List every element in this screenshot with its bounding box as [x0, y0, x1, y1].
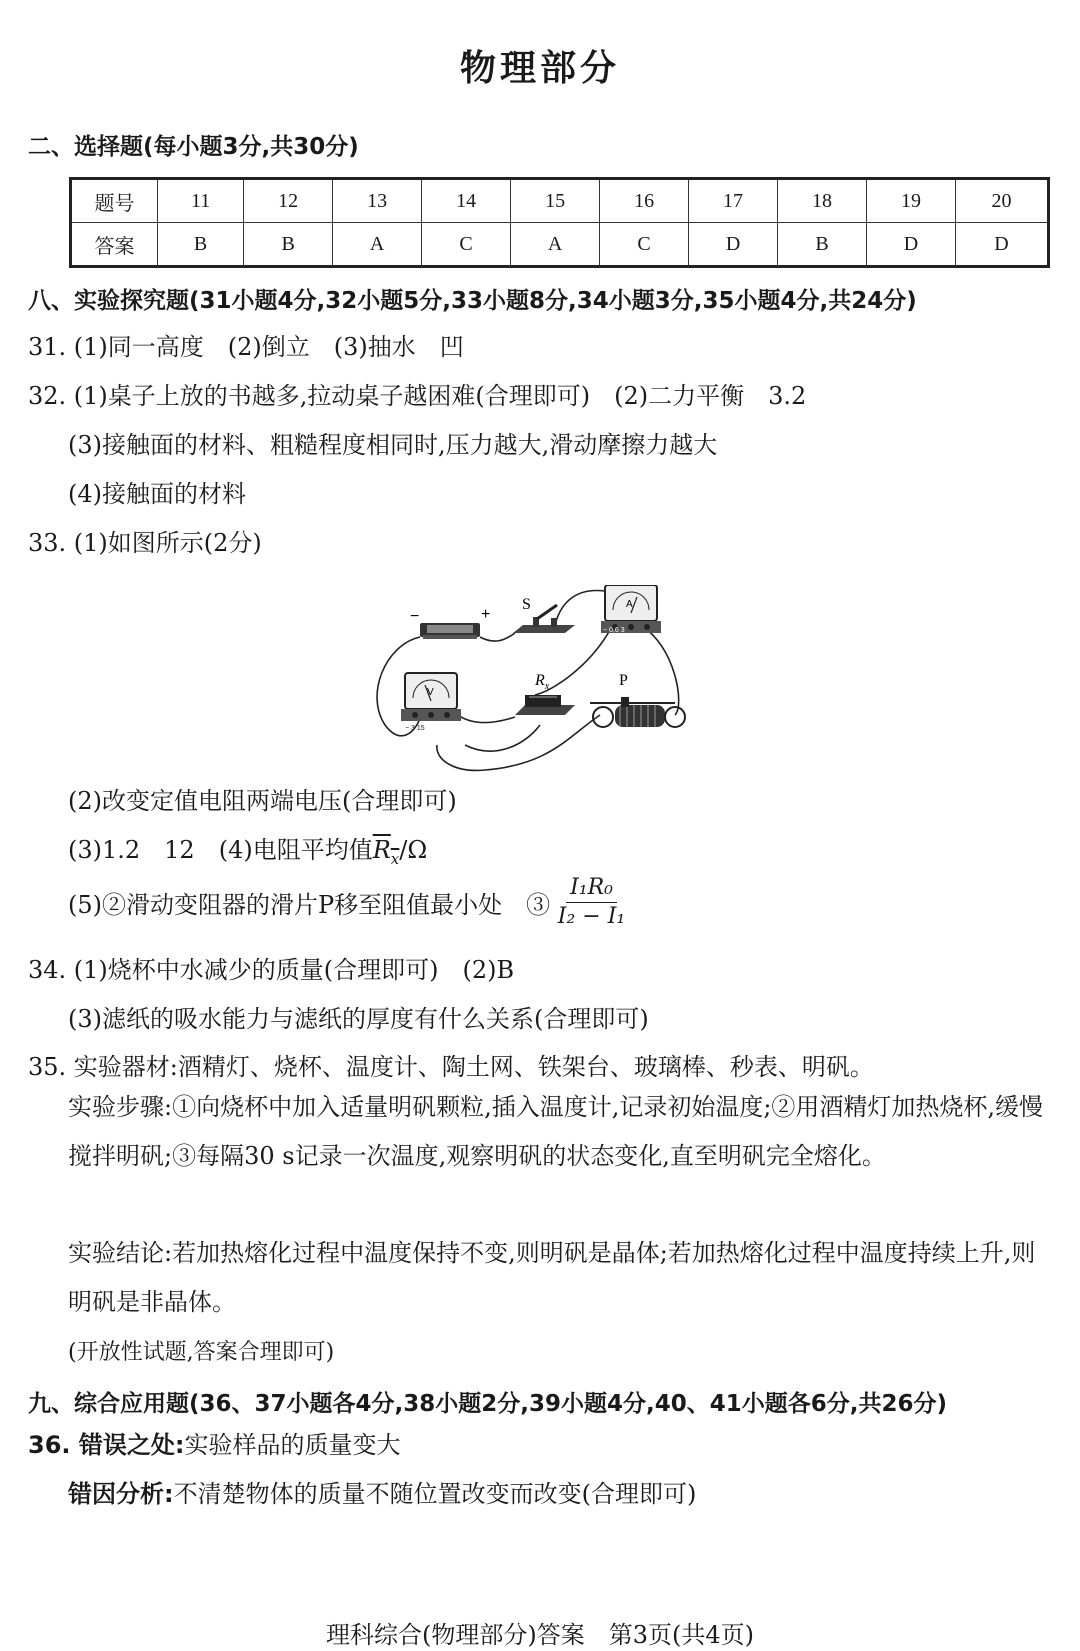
answer-36-error-text: 实验样品的质量变大 — [184, 1431, 401, 1459]
answer-36-error — [28, 1425, 400, 1460]
answer-36-cause-text: 不清楚物体的质量不随位置改变而改变(合理即可) — [173, 1480, 697, 1508]
battery-positive-label: + — [481, 606, 491, 623]
table-cell: B — [158, 223, 244, 267]
voltmeter-terminals: − 3 15 — [405, 725, 425, 732]
row-header-answer: 答案 — [71, 223, 158, 267]
voltmeter-symbol: V — [427, 687, 434, 698]
battery-negative-label: − — [410, 608, 420, 625]
answer-34-part3: (3)滤纸的吸水能力与滤纸的厚度有什么关系(合理即可) — [68, 1005, 649, 1033]
answer-33-part5 — [68, 874, 625, 931]
answer-36-cause-label: 错因分析: — [68, 1480, 174, 1508]
avg-resistance-symbol: $R_x$ — [372, 836, 400, 868]
answer-33-part3-prefix: (3)1.2 12 (4)电阻平均值 — [68, 836, 373, 864]
formula-numerator: I₁R₀ — [566, 874, 617, 903]
table-cell: D — [956, 223, 1049, 267]
table-cell: C — [600, 223, 689, 267]
answer-33-part2: (2)改变定值电阻两端电压(合理即可) — [68, 787, 457, 815]
resistor-icon — [515, 695, 575, 715]
ammeter-symbol: A — [626, 599, 633, 610]
table-cell: 16 — [600, 179, 689, 223]
formula-fraction — [558, 874, 625, 931]
answer-36-error-label: 36. 错误之处: — [28, 1431, 185, 1459]
section-2-heading: 二、选择题(每小题3分,共30分) — [28, 134, 359, 160]
answer-35-equipment: 35. 实验器材:酒精灯、烧杯、温度计、陶土网、铁架台、玻璃棒、秒表、明矾。 — [28, 1053, 874, 1081]
battery-icon — [420, 623, 480, 639]
answer-32-part1: 32. (1)桌子上放的书越多,拉动桌子越困难(合理即可) (2)二力平衡 3.2 — [28, 382, 807, 410]
answer-31: 31. (1)同一高度 (2)倒立 (3)抽水 凹 — [28, 333, 464, 361]
resistor-label: $R_x$ — [535, 672, 550, 692]
table-cell: B — [778, 223, 867, 267]
table-cell: A — [511, 223, 600, 267]
answer-34-part1: 34. (1)烧杯中水减少的质量(合理即可) (2)B — [28, 956, 515, 984]
table-cell: C — [422, 223, 511, 267]
rheostat-icon — [590, 697, 685, 727]
table-cell: 15 — [511, 179, 600, 223]
page-footer: 理科综合(物理部分)答案 第3页(共4页) — [326, 1621, 754, 1649]
table-row — [71, 179, 1049, 223]
avg-resistance-unit: /Ω — [399, 836, 428, 864]
table-cell: 20 — [956, 179, 1049, 223]
section-9-heading: 九、综合应用题(36、37小题各4分,38小题2分,39小题4分,40、41小题各6分,共26分) — [28, 1391, 948, 1417]
answer-35-note: (开放性试题,答案合理即可) — [68, 1340, 335, 1365]
answer-33-part1: 33. (1)如图所示(2分) — [28, 529, 262, 557]
table-cell: 12 — [244, 179, 333, 223]
answer-35-steps: 实验步骤:①向烧杯中加入适量明矾颗粒,插入温度计,记录初始温度;②用酒精灯加热烧杯,缓慢搅拌明矾;③每隔30 s记录一次温度,观察明矾的状态变化,直至明矾完全熔化。 — [68, 1093, 1044, 1170]
table-cell: 17 — [689, 179, 778, 223]
answer-36-cause — [68, 1474, 696, 1509]
table-cell: D — [867, 223, 956, 267]
slider-label: P — [619, 672, 628, 689]
circuit-diagram — [375, 585, 705, 785]
table-cell: 11 — [158, 179, 244, 223]
row-header-number: 题号 — [71, 179, 158, 223]
page-title: 物理部分 — [459, 48, 620, 89]
section-8-heading: 八、实验探究题(31小题4分,32小题5分,33小题8分,34小题3分,35小题4分,共24分) — [28, 288, 917, 314]
table-cell: 19 — [867, 179, 956, 223]
answer-35-conclusion: 实验结论:若加热熔化过程中温度保持不变,则明矾是晶体;若加热熔化过程中温度持续上升,则明矾是非晶体。 — [68, 1239, 1036, 1316]
switch-label: S — [522, 596, 531, 613]
table-cell: A — [333, 223, 422, 267]
answer-table — [69, 177, 1050, 268]
table-cell: 13 — [333, 179, 422, 223]
answer-33-part5-text: (5)②滑动变阻器的滑片P移至阻值最小处 ③ — [68, 891, 551, 919]
table-cell: 18 — [778, 179, 867, 223]
ammeter-terminals: − 0.6 3 — [603, 627, 625, 634]
formula-denominator: I₂ − I₁ — [557, 904, 626, 929]
answer-32-part3: (3)接触面的材料、粗糙程度相同时,压力越大,滑动摩擦力越大 — [68, 431, 718, 459]
table-cell: B — [244, 223, 333, 267]
answer-33-part3-4 — [68, 830, 427, 868]
table-cell: 14 — [422, 179, 511, 223]
answer-32-part4: (4)接触面的材料 — [68, 480, 246, 508]
table-row — [71, 223, 1049, 267]
table-cell: D — [689, 223, 778, 267]
